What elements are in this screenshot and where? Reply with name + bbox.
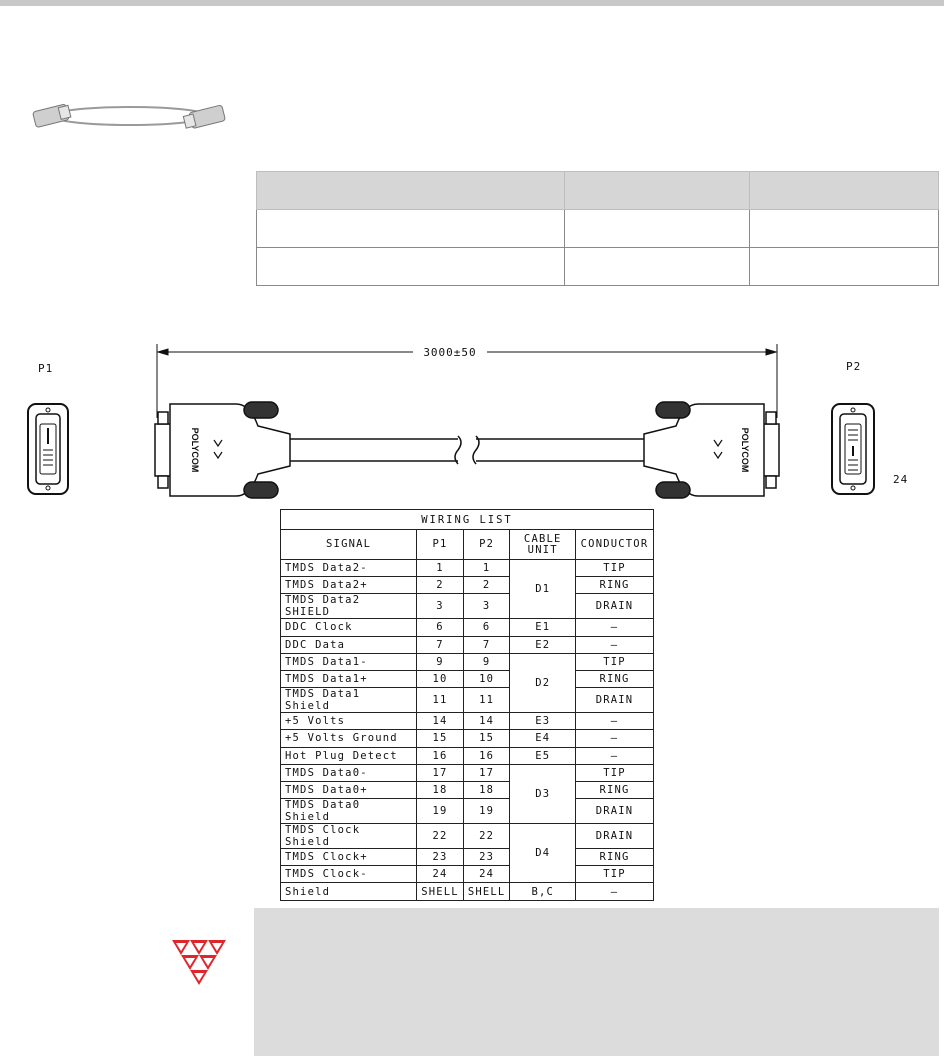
table-row bbox=[281, 636, 654, 653]
table-row bbox=[281, 730, 654, 747]
wiring-list-title: WIRING LIST bbox=[281, 510, 654, 530]
table-row bbox=[281, 764, 654, 781]
cable-info-table bbox=[256, 171, 939, 286]
p2-cell: 2 bbox=[463, 577, 510, 594]
table-row bbox=[281, 713, 654, 730]
info-table-row bbox=[257, 210, 939, 248]
conductor-cell: RING bbox=[576, 577, 654, 594]
signal-cell: TMDS Data2- bbox=[281, 560, 417, 577]
cable-unit-cell: D3 bbox=[510, 764, 576, 823]
info-cell bbox=[564, 248, 750, 286]
left-connector-brand-label: POLYCOM bbox=[190, 427, 200, 473]
p1-cell: 3 bbox=[417, 594, 464, 619]
p1-cell: 23 bbox=[417, 849, 464, 866]
p2-cell: 7 bbox=[463, 636, 510, 653]
p1-cell: 1 bbox=[417, 560, 464, 577]
signal-cell: TMDS Data0- bbox=[281, 764, 417, 781]
cable-unit-cell: E4 bbox=[510, 730, 576, 747]
signal-cell: TMDS Clock Shield bbox=[281, 824, 417, 849]
header-signal: SIGNAL bbox=[281, 530, 417, 560]
table-row bbox=[281, 560, 654, 577]
info-cell bbox=[257, 248, 565, 286]
table-row bbox=[281, 594, 654, 619]
conductor-cell: — bbox=[576, 747, 654, 764]
table-row bbox=[281, 747, 654, 764]
p1-cell: 2 bbox=[417, 577, 464, 594]
info-cell bbox=[257, 210, 565, 248]
p1-cell: 15 bbox=[417, 730, 464, 747]
cable-unit-cell: E2 bbox=[510, 636, 576, 653]
p2-cell: 14 bbox=[463, 713, 510, 730]
signal-cell: Shield bbox=[281, 883, 417, 900]
signal-cell: DDC Data bbox=[281, 636, 417, 653]
info-cell bbox=[564, 210, 750, 248]
header-cable-unit: CABLE UNIT bbox=[510, 530, 576, 560]
p1-cell: 18 bbox=[417, 781, 464, 798]
cable-unit-cell: D2 bbox=[510, 653, 576, 712]
top-bar bbox=[0, 0, 944, 6]
conductor-cell: — bbox=[576, 636, 654, 653]
signal-cell: TMDS Data0 Shield bbox=[281, 799, 417, 824]
note-box bbox=[254, 908, 939, 1056]
p2-cell: 22 bbox=[463, 824, 510, 849]
p2-cell: 11 bbox=[463, 688, 510, 713]
table-row bbox=[281, 670, 654, 687]
signal-cell: TMDS Data1+ bbox=[281, 670, 417, 687]
conductor-cell: DRAIN bbox=[576, 594, 654, 619]
p1-cell: 17 bbox=[417, 764, 464, 781]
p2-cell: 17 bbox=[463, 764, 510, 781]
pin-note-label: 24 bbox=[893, 473, 909, 486]
table-row bbox=[281, 653, 654, 670]
table-row bbox=[281, 781, 654, 798]
wiring-list-table bbox=[280, 509, 654, 901]
table-row bbox=[281, 849, 654, 866]
p1-cell: 19 bbox=[417, 799, 464, 824]
signal-cell: DDC Clock bbox=[281, 619, 417, 636]
cable-drawing bbox=[0, 330, 944, 520]
conductor-cell: TIP bbox=[576, 560, 654, 577]
cable-body bbox=[290, 436, 644, 464]
right-connector bbox=[644, 402, 779, 498]
dvi-cable-photo-icon bbox=[30, 98, 230, 134]
info-header-cell bbox=[564, 172, 750, 210]
p2-cell: 19 bbox=[463, 799, 510, 824]
signal-cell: TMDS Data1- bbox=[281, 653, 417, 670]
signal-cell: +5 Volts Ground bbox=[281, 730, 417, 747]
header-p1: P1 bbox=[417, 530, 464, 560]
p2-cell: 23 bbox=[463, 849, 510, 866]
signal-cell: +5 Volts bbox=[281, 713, 417, 730]
conductor-cell: RING bbox=[576, 670, 654, 687]
info-cell bbox=[750, 210, 939, 248]
p2-cell: 18 bbox=[463, 781, 510, 798]
info-header-cell bbox=[750, 172, 939, 210]
table-row bbox=[281, 619, 654, 636]
table-row bbox=[281, 824, 654, 849]
p1-cell: 10 bbox=[417, 670, 464, 687]
info-cell bbox=[750, 248, 939, 286]
header-conductor: CONDUCTOR bbox=[576, 530, 654, 560]
signal-cell: TMDS Clock- bbox=[281, 866, 417, 883]
table-row bbox=[281, 883, 654, 900]
p2-cell: 24 bbox=[463, 866, 510, 883]
p1-cell: 7 bbox=[417, 636, 464, 653]
conductor-cell: — bbox=[576, 619, 654, 636]
p1-cell: 22 bbox=[417, 824, 464, 849]
conductor-cell: DRAIN bbox=[576, 688, 654, 713]
conductor-cell: TIP bbox=[576, 866, 654, 883]
p1-cell: SHELL bbox=[417, 883, 464, 900]
cable-unit-cell: E5 bbox=[510, 747, 576, 764]
p2-cell: 1 bbox=[463, 560, 510, 577]
p1-cell: 14 bbox=[417, 713, 464, 730]
p2-cell: 15 bbox=[463, 730, 510, 747]
p1-face-view bbox=[28, 404, 68, 494]
p2-cell: 10 bbox=[463, 670, 510, 687]
p1-cell: 16 bbox=[417, 747, 464, 764]
signal-cell: Hot Plug Detect bbox=[281, 747, 417, 764]
p1-cell: 9 bbox=[417, 653, 464, 670]
info-header-cell bbox=[257, 172, 565, 210]
p2-cell: SHELL bbox=[463, 883, 510, 900]
wiring-list-header-row bbox=[281, 530, 654, 560]
p1-cell: 6 bbox=[417, 619, 464, 636]
signal-cell: TMDS Data2+ bbox=[281, 577, 417, 594]
polycom-triangles-logo-icon bbox=[170, 938, 228, 988]
signal-cell: TMDS Data1 Shield bbox=[281, 688, 417, 713]
right-connector-brand-label: POLYCOM bbox=[740, 427, 750, 473]
table-row bbox=[281, 866, 654, 883]
signal-cell: TMDS Data0+ bbox=[281, 781, 417, 798]
cable-unit-cell: E1 bbox=[510, 619, 576, 636]
wiring-list-title-row bbox=[281, 510, 654, 530]
left-connector bbox=[155, 402, 290, 498]
conductor-cell: DRAIN bbox=[576, 824, 654, 849]
p2-face-view bbox=[832, 404, 874, 494]
conductor-cell: — bbox=[576, 730, 654, 747]
conductor-cell: — bbox=[576, 713, 654, 730]
p2-cell: 6 bbox=[463, 619, 510, 636]
p2-cell: 16 bbox=[463, 747, 510, 764]
conductor-cell: TIP bbox=[576, 653, 654, 670]
length-dimension-label: 3000±50 bbox=[423, 346, 477, 359]
table-row bbox=[281, 577, 654, 594]
cable-unit-cell: E3 bbox=[510, 713, 576, 730]
p1-cell: 11 bbox=[417, 688, 464, 713]
cable-unit-cell: B,C bbox=[510, 883, 576, 900]
signal-cell: TMDS Clock+ bbox=[281, 849, 417, 866]
conductor-cell: RING bbox=[576, 849, 654, 866]
signal-cell: TMDS Data2 SHIELD bbox=[281, 594, 417, 619]
info-table-row bbox=[257, 248, 939, 286]
table-row bbox=[281, 688, 654, 713]
table-row bbox=[281, 799, 654, 824]
conductor-cell: DRAIN bbox=[576, 799, 654, 824]
conductor-cell: — bbox=[576, 883, 654, 900]
connector-p2-label: P2 bbox=[846, 360, 862, 373]
p2-cell: 3 bbox=[463, 594, 510, 619]
conductor-cell: RING bbox=[576, 781, 654, 798]
p1-cell: 24 bbox=[417, 866, 464, 883]
info-table-header-row bbox=[257, 172, 939, 210]
header-p2: P2 bbox=[463, 530, 510, 560]
conductor-cell: TIP bbox=[576, 764, 654, 781]
cable-unit-cell: D4 bbox=[510, 824, 576, 883]
p2-cell: 9 bbox=[463, 653, 510, 670]
connector-p1-label: P1 bbox=[38, 362, 54, 375]
cable-unit-cell: D1 bbox=[510, 560, 576, 619]
